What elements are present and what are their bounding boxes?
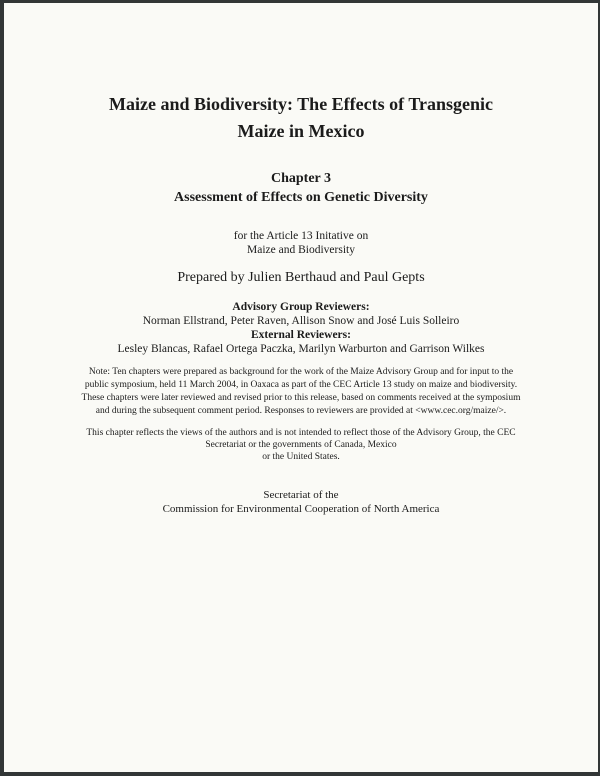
chapter-heading xyxy=(4,169,598,207)
note-paragraph xyxy=(66,366,536,418)
note-line: Note: Ten chapters were prepared as background for the work of the Maize Advisory Group and for input to the xyxy=(88,367,514,377)
document-page xyxy=(4,3,598,772)
note-line: These chapters were later reviewed and revised prior to this release, based on comments received at the symposium xyxy=(81,393,521,403)
disclaimer-line: Secretariat or the governments of Canada, Mexico xyxy=(205,440,397,450)
page-content xyxy=(4,91,598,516)
publisher-line-2: Commission for Environmental Cooperation of North America xyxy=(162,502,440,515)
disclaimer-line: or the United States. xyxy=(262,452,340,462)
initiative-line-1: for the Article 13 Initative on xyxy=(233,230,369,242)
advisory-reviewers-heading: Advisory Group Reviewers: xyxy=(232,301,370,313)
initiative-note xyxy=(4,229,598,257)
main-title xyxy=(71,91,531,145)
advisory-reviewers-names: Norman Ellstrand, Peter Raven, Allison Snow and José Luis Solleiro xyxy=(142,315,460,327)
publisher-line-1: Secretariat of the xyxy=(263,489,339,501)
publisher-block xyxy=(4,489,598,516)
external-reviewers-heading: External Reviewers: xyxy=(251,329,351,341)
external-reviewers-names: Lesley Blancas, Rafael Ortega Paczka, Marilyn Warburton and Garrison Wilkes xyxy=(117,343,485,355)
note-line: and during the subsequent comment period. Responses to reviewers are provided at <www.cec.org/maize/>. xyxy=(95,406,507,416)
prepared-by: Prepared by Julien Berthaud and Paul Gepts xyxy=(177,270,425,285)
initiative-line-2: Maize and Biodiversity xyxy=(247,244,355,256)
reviewers-section xyxy=(4,300,598,356)
disclaimer-paragraph xyxy=(66,427,536,463)
note-line: public symposium, held 11 March 2004, in Oaxaca as part of the CEC Article 13 study on maize and biodiversity. xyxy=(84,380,518,390)
disclaimer-line: This chapter reflects the views of the authors and is not intended to reflect those of the Advisory Group, the CEC xyxy=(86,428,516,438)
chapter-number: Chapter 3 xyxy=(270,171,332,186)
main-title-line-2: Maize in Mexico xyxy=(237,121,365,141)
chapter-title: Assessment of Effects on Genetic Diversity xyxy=(174,190,428,205)
main-title-line-1: Maize and Biodiversity: The Effects of Transgenic xyxy=(109,94,493,114)
